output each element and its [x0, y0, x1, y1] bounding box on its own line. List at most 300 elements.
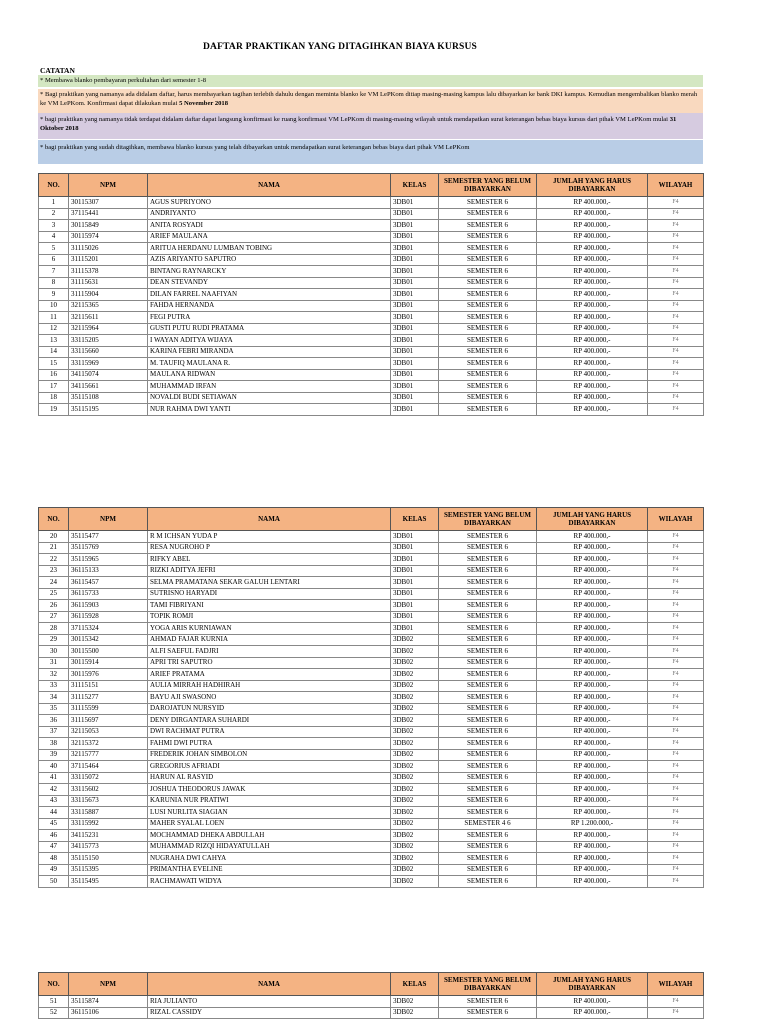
- cell-semester: SEMESTER 6: [439, 772, 537, 784]
- cell-wilayah: F4: [648, 220, 704, 232]
- table-row: [39, 231, 704, 243]
- cell-kelas: 3DB02: [391, 634, 439, 646]
- col-header-npm: NPM: [69, 508, 148, 531]
- cell-wilayah: F4: [648, 784, 704, 796]
- cell-semester: SEMESTER 6: [439, 220, 537, 232]
- cell-nama: HARUN AL RASYID: [148, 772, 391, 784]
- cell-semester: SEMESTER 6: [439, 692, 537, 704]
- cell-npm: 30115500: [69, 646, 148, 658]
- cell-kelas: 3DB01: [391, 335, 439, 347]
- cell-wilayah: F4: [648, 853, 704, 865]
- cell-no: 25: [39, 588, 69, 600]
- cell-kelas: 3DB01: [391, 254, 439, 266]
- table-header-row: [39, 174, 704, 197]
- cell-jumlah: RP 400.000,-: [537, 323, 648, 335]
- cell-no: 42: [39, 784, 69, 796]
- cell-npm: 35115195: [69, 404, 148, 416]
- cell-semester: SEMESTER 6: [439, 381, 537, 393]
- cell-nama: DILAN FARREL NAAFIYAN: [148, 289, 391, 301]
- cell-no: 4: [39, 231, 69, 243]
- cell-semester: SEMESTER 6: [439, 369, 537, 381]
- cell-wilayah: F4: [648, 565, 704, 577]
- cell-kelas: 3DB01: [391, 369, 439, 381]
- cell-npm: 32115611: [69, 312, 148, 324]
- cell-kelas: 3DB02: [391, 996, 439, 1008]
- cell-no: 44: [39, 807, 69, 819]
- cell-npm: 36115457: [69, 577, 148, 589]
- cell-no: 23: [39, 565, 69, 577]
- cell-nama: LUSI NURLITA SIAGIAN: [148, 807, 391, 819]
- col-header-jumlah: JUMLAH YANG HARUS DIBAYARKAN: [537, 174, 648, 197]
- cell-wilayah: F4: [648, 749, 704, 761]
- cell-nama: FAHDA HERNANDA: [148, 300, 391, 312]
- cell-wilayah: F4: [648, 818, 704, 830]
- col-header-nama: NAMA: [148, 973, 391, 996]
- cell-npm: 35115395: [69, 864, 148, 876]
- cell-wilayah: F4: [648, 254, 704, 266]
- table-row: [39, 784, 704, 796]
- cell-npm: 34115773: [69, 841, 148, 853]
- cell-nama: KARINA FEBRI MIRANDA: [148, 346, 391, 358]
- table-row: [39, 703, 704, 715]
- cell-wilayah: F4: [648, 531, 704, 543]
- cell-kelas: 3DB02: [391, 669, 439, 681]
- cell-nama: RIA JULIANTO: [148, 996, 391, 1008]
- cell-nama: PRIMANTHA EVELINE: [148, 864, 391, 876]
- cell-semester: SEMESTER 6: [439, 703, 537, 715]
- table-row: [39, 795, 704, 807]
- table-row: [39, 381, 704, 393]
- cell-jumlah: RP 400.000,-: [537, 381, 648, 393]
- cell-semester: SEMESTER 6: [439, 254, 537, 266]
- cell-no: 36: [39, 715, 69, 727]
- table-row: [39, 623, 704, 635]
- cell-kelas: 3DB01: [391, 381, 439, 393]
- table-row: [39, 830, 704, 842]
- cell-npm: 32115777: [69, 749, 148, 761]
- cell-semester: SEMESTER 6: [439, 531, 537, 543]
- cell-semester: SEMESTER 6: [439, 996, 537, 1008]
- cell-semester: SEMESTER 6: [439, 208, 537, 220]
- table-row: [39, 404, 704, 416]
- cell-kelas: 3DB02: [391, 795, 439, 807]
- cell-kelas: 3DB01: [391, 300, 439, 312]
- cell-no: 5: [39, 243, 69, 255]
- cell-nama: MUHAMMAD IRFAN: [148, 381, 391, 393]
- cell-jumlah: RP 400.000,-: [537, 289, 648, 301]
- cell-wilayah: F4: [648, 623, 704, 635]
- table-row: [39, 611, 704, 623]
- cell-no: 39: [39, 749, 69, 761]
- cell-no: 26: [39, 600, 69, 612]
- cell-no: 34: [39, 692, 69, 704]
- cell-semester: SEMESTER 6: [439, 392, 537, 404]
- cell-wilayah: F4: [648, 542, 704, 554]
- cell-nama: AULIA MIRRAH HADHIRAH: [148, 680, 391, 692]
- cell-kelas: 3DB01: [391, 404, 439, 416]
- cell-jumlah: RP 400.000,-: [537, 749, 648, 761]
- cell-wilayah: F4: [648, 703, 704, 715]
- cell-no: 43: [39, 795, 69, 807]
- table-row: [39, 358, 704, 370]
- cell-semester: SEMESTER 6: [439, 784, 537, 796]
- col-header-no: NO.: [39, 973, 69, 996]
- cell-kelas: 3DB01: [391, 289, 439, 301]
- col-header-semester: SEMESTER YANG BELUM DIBAYARKAN: [439, 973, 537, 996]
- col-header-nama: NAMA: [148, 508, 391, 531]
- col-header-no: NO.: [39, 174, 69, 197]
- table-row: [39, 715, 704, 727]
- cell-nama: KARUNIA NUR PRATIWI: [148, 795, 391, 807]
- cell-kelas: 3DB01: [391, 197, 439, 209]
- cell-nama: APRI TRI SAPUTRO: [148, 657, 391, 669]
- cell-wilayah: F4: [648, 277, 704, 289]
- cell-kelas: 3DB02: [391, 726, 439, 738]
- cell-npm: 31115378: [69, 266, 148, 278]
- cell-nama: DWI RACHMAT PUTRA: [148, 726, 391, 738]
- cell-nama: RESA NUGROHO P: [148, 542, 391, 554]
- col-header-wilayah: WILAYAH: [648, 174, 704, 197]
- cell-npm: 35115150: [69, 853, 148, 865]
- cell-wilayah: F4: [648, 669, 704, 681]
- cell-wilayah: F4: [648, 381, 704, 393]
- cell-nama: AHMAD FAJAR KURNIA: [148, 634, 391, 646]
- cell-no: 7: [39, 266, 69, 278]
- cell-nama: NUGRAHA DWI CAHYA: [148, 853, 391, 865]
- note-2-date: 5 November 2018: [179, 100, 229, 107]
- table-row: [39, 277, 704, 289]
- cell-npm: 33115660: [69, 346, 148, 358]
- cell-npm: 31115904: [69, 289, 148, 301]
- table-row: [39, 554, 704, 566]
- table-row: [39, 761, 704, 773]
- cell-npm: 37115441: [69, 208, 148, 220]
- cell-jumlah: RP 400.000,-: [537, 1007, 648, 1019]
- cell-no: 10: [39, 300, 69, 312]
- cell-kelas: 3DB02: [391, 749, 439, 761]
- cell-jumlah: RP 400.000,-: [537, 726, 648, 738]
- cell-jumlah: RP 400.000,-: [537, 876, 648, 888]
- cell-npm: 31115599: [69, 703, 148, 715]
- cell-jumlah: RP 400.000,-: [537, 565, 648, 577]
- cell-kelas: 3DB02: [391, 646, 439, 658]
- cell-semester: SEMESTER 6: [439, 738, 537, 750]
- cell-no: 35: [39, 703, 69, 715]
- cell-nama: ALFI SAEFUL FADJRI: [148, 646, 391, 658]
- cell-no: 29: [39, 634, 69, 646]
- cell-no: 6: [39, 254, 69, 266]
- cell-semester: SEMESTER 6: [439, 669, 537, 681]
- cell-nama: TAMI FIBRIYANI: [148, 600, 391, 612]
- cell-nama: NUR RAHMA DWI YANTI: [148, 404, 391, 416]
- cell-npm: 32115372: [69, 738, 148, 750]
- table-row: [39, 646, 704, 658]
- cell-npm: 31115026: [69, 243, 148, 255]
- cell-npm: 30115849: [69, 220, 148, 232]
- cell-kelas: 3DB02: [391, 841, 439, 853]
- cell-npm: 31115151: [69, 680, 148, 692]
- cell-jumlah: RP 400.000,-: [537, 830, 648, 842]
- cell-nama: RIFKY ABEL: [148, 554, 391, 566]
- table-row: [39, 634, 704, 646]
- cell-npm: 36115133: [69, 565, 148, 577]
- cell-npm: 32115964: [69, 323, 148, 335]
- cell-nama: DENY DIRGANTARA SUHARDI: [148, 715, 391, 727]
- cell-nama: MAULANA RIDWAN: [148, 369, 391, 381]
- cell-npm: 36115733: [69, 588, 148, 600]
- cell-jumlah: RP 400.000,-: [537, 864, 648, 876]
- cell-nama: AGUS SUPRIYONO: [148, 197, 391, 209]
- cell-semester: SEMESTER 6: [439, 542, 537, 554]
- cell-semester: SEMESTER 6: [439, 565, 537, 577]
- col-header-jumlah: JUMLAH YANG HARUS DIBAYARKAN: [537, 508, 648, 531]
- cell-jumlah: RP 400.000,-: [537, 807, 648, 819]
- table-row: [39, 323, 704, 335]
- cell-wilayah: F4: [648, 807, 704, 819]
- cell-no: 14: [39, 346, 69, 358]
- cell-kelas: 3DB02: [391, 657, 439, 669]
- student-table-2: [38, 507, 704, 888]
- cell-nama: ARITUA HERDANU LUMBAN TOBING: [148, 243, 391, 255]
- col-header-semester: SEMESTER YANG BELUM DIBAYARKAN: [439, 174, 537, 197]
- cell-no: 47: [39, 841, 69, 853]
- cell-jumlah: RP 400.000,-: [537, 795, 648, 807]
- cell-kelas: 3DB02: [391, 738, 439, 750]
- cell-npm: 30115976: [69, 669, 148, 681]
- table-row: [39, 853, 704, 865]
- note-2-text: * Bagi praktikan yang namanya ada didalam daftar, harus membayarkan tagihan terlebih dahulu dengan meminta blanko ke VM LePKom ditiap masing-masing kampus lalu dibayarkan ke bank DKI kampus. Kemudian mengembalikan blanko merah ke VM LePKom. Konfirmasi dapat dilakukan mulai: [40, 91, 698, 107]
- cell-semester: SEMESTER 6: [439, 853, 537, 865]
- cell-jumlah: RP 400.000,-: [537, 358, 648, 370]
- cell-npm: 34115661: [69, 381, 148, 393]
- cell-wilayah: F4: [648, 323, 704, 335]
- table-row: [39, 669, 704, 681]
- cell-semester: SEMESTER 6: [439, 346, 537, 358]
- cell-no: 30: [39, 646, 69, 658]
- cell-semester: SEMESTER 6: [439, 680, 537, 692]
- cell-nama: FEGI PUTRA: [148, 312, 391, 324]
- cell-wilayah: F4: [648, 841, 704, 853]
- cell-nama: DAROJATUN NURSYID: [148, 703, 391, 715]
- cell-npm: 35115874: [69, 996, 148, 1008]
- table-row: [39, 807, 704, 819]
- table-row: [39, 726, 704, 738]
- cell-kelas: 3DB01: [391, 277, 439, 289]
- table-row: [39, 254, 704, 266]
- cell-jumlah: RP 400.000,-: [537, 669, 648, 681]
- cell-semester: SEMESTER 6: [439, 841, 537, 853]
- cell-wilayah: F4: [648, 680, 704, 692]
- cell-semester: SEMESTER 6: [439, 807, 537, 819]
- table-row: [39, 300, 704, 312]
- cell-nama: RIZAL CASSIDY: [148, 1007, 391, 1019]
- cell-semester: SEMESTER 6: [439, 795, 537, 807]
- table-row: [39, 220, 704, 232]
- cell-kelas: 3DB02: [391, 1007, 439, 1019]
- cell-wilayah: F4: [648, 761, 704, 773]
- cell-nama: RIZKI ADITYA JEFRI: [148, 565, 391, 577]
- cell-no: 40: [39, 761, 69, 773]
- table-row: [39, 772, 704, 784]
- cell-semester: SEMESTER 6: [439, 761, 537, 773]
- cell-no: 37: [39, 726, 69, 738]
- cell-kelas: 3DB01: [391, 577, 439, 589]
- cell-nama: MOCHAMMAD DHEKA ABDULLAH: [148, 830, 391, 842]
- cell-wilayah: F4: [648, 864, 704, 876]
- cell-nama: GUSTI PUTU RUDI PRATAMA: [148, 323, 391, 335]
- cell-wilayah: F4: [648, 346, 704, 358]
- cell-no: 20: [39, 531, 69, 543]
- cell-jumlah: RP 400.000,-: [537, 715, 648, 727]
- table-row: [39, 749, 704, 761]
- cell-semester: SEMESTER 6: [439, 577, 537, 589]
- cell-nama: JOSHUA THEODORUS JAWAK: [148, 784, 391, 796]
- cell-semester: SEMESTER 6: [439, 611, 537, 623]
- table-row: [39, 876, 704, 888]
- cell-kelas: 3DB01: [391, 220, 439, 232]
- cell-npm: 31115697: [69, 715, 148, 727]
- cell-kelas: 3DB02: [391, 864, 439, 876]
- cell-npm: 35115965: [69, 554, 148, 566]
- cell-no: 31: [39, 657, 69, 669]
- cell-jumlah: RP 400.000,-: [537, 634, 648, 646]
- cell-jumlah: RP 400.000,-: [537, 680, 648, 692]
- cell-npm: 31115201: [69, 254, 148, 266]
- cell-wilayah: F4: [648, 795, 704, 807]
- cell-wilayah: F4: [648, 830, 704, 842]
- cell-semester: SEMESTER 6: [439, 358, 537, 370]
- notes-label: CATATAN: [40, 66, 75, 75]
- cell-npm: 34115074: [69, 369, 148, 381]
- cell-jumlah: RP 400.000,-: [537, 243, 648, 255]
- cell-jumlah: RP 400.000,-: [537, 611, 648, 623]
- cell-nama: SELMA PRAMATANA SEKAR GALUH LENTARI: [148, 577, 391, 589]
- cell-kelas: 3DB01: [391, 231, 439, 243]
- cell-jumlah: RP 400.000,-: [537, 692, 648, 704]
- col-header-nama: NAMA: [148, 174, 391, 197]
- cell-jumlah: RP 400.000,-: [537, 312, 648, 324]
- cell-kelas: 3DB01: [391, 565, 439, 577]
- cell-nama: DEAN STEVANDY: [148, 277, 391, 289]
- cell-semester: SEMESTER 6: [439, 266, 537, 278]
- cell-wilayah: F4: [648, 692, 704, 704]
- cell-npm: 32115053: [69, 726, 148, 738]
- cell-semester: SEMESTER 6: [439, 300, 537, 312]
- cell-wilayah: F4: [648, 600, 704, 612]
- cell-npm: 36115106: [69, 1007, 148, 1019]
- cell-jumlah: RP 400.000,-: [537, 738, 648, 750]
- table-row: [39, 542, 704, 554]
- cell-wilayah: F4: [648, 554, 704, 566]
- cell-no: 17: [39, 381, 69, 393]
- col-header-kelas: KELAS: [391, 174, 439, 197]
- cell-no: 49: [39, 864, 69, 876]
- cell-wilayah: F4: [648, 1007, 704, 1019]
- table-row: [39, 369, 704, 381]
- cell-kelas: 3DB01: [391, 208, 439, 220]
- cell-semester: SEMESTER 6: [439, 876, 537, 888]
- cell-no: 15: [39, 358, 69, 370]
- cell-jumlah: RP 400.000,-: [537, 220, 648, 232]
- cell-nama: YOGA ARIS KURNIAWAN: [148, 623, 391, 635]
- cell-npm: 33115969: [69, 358, 148, 370]
- cell-jumlah: RP 400.000,-: [537, 335, 648, 347]
- cell-kelas: 3DB01: [391, 611, 439, 623]
- table-row: [39, 680, 704, 692]
- col-header-wilayah: WILAYAH: [648, 508, 704, 531]
- cell-no: 48: [39, 853, 69, 865]
- note-4-text: * bagi praktikan yang sudah ditagihkan, membawa blanko kursus yang telah dibayarkan untuk mendapatkan surat keterangan bebas biaya dari pihak VM LePKom: [40, 144, 470, 151]
- cell-semester: SEMESTER 6: [439, 404, 537, 416]
- cell-kelas: 3DB02: [391, 680, 439, 692]
- table-row: [39, 657, 704, 669]
- cell-jumlah: RP 400.000,-: [537, 531, 648, 543]
- cell-wilayah: F4: [648, 404, 704, 416]
- cell-kelas: 3DB02: [391, 692, 439, 704]
- table-row: [39, 289, 704, 301]
- table-row: [39, 312, 704, 324]
- cell-semester: SEMESTER 6: [439, 657, 537, 669]
- cell-jumlah: RP 400.000,-: [537, 841, 648, 853]
- cell-npm: 36115928: [69, 611, 148, 623]
- cell-jumlah: RP 400.000,-: [537, 369, 648, 381]
- cell-semester: SEMESTER 6: [439, 554, 537, 566]
- note-3-date: 31 Oktober 2018: [40, 116, 677, 132]
- cell-npm: 33115205: [69, 335, 148, 347]
- table-row: [39, 266, 704, 278]
- cell-wilayah: F4: [648, 611, 704, 623]
- cell-kelas: 3DB01: [391, 542, 439, 554]
- cell-npm: 35115495: [69, 876, 148, 888]
- cell-npm: 31115631: [69, 277, 148, 289]
- cell-no: 27: [39, 611, 69, 623]
- cell-kelas: 3DB01: [391, 588, 439, 600]
- cell-npm: 37115324: [69, 623, 148, 635]
- cell-npm: 33115887: [69, 807, 148, 819]
- cell-kelas: 3DB01: [391, 531, 439, 543]
- cell-npm: 32115365: [69, 300, 148, 312]
- cell-wilayah: F4: [648, 588, 704, 600]
- cell-jumlah: RP 400.000,-: [537, 588, 648, 600]
- cell-npm: 33115602: [69, 784, 148, 796]
- table-row: [39, 531, 704, 543]
- cell-semester: SEMESTER 6: [439, 197, 537, 209]
- cell-no: 24: [39, 577, 69, 589]
- cell-wilayah: F4: [648, 312, 704, 324]
- cell-npm: 37115464: [69, 761, 148, 773]
- cell-semester: SEMESTER 6: [439, 323, 537, 335]
- cell-wilayah: F4: [648, 646, 704, 658]
- cell-kelas: 3DB01: [391, 323, 439, 335]
- cell-wilayah: F4: [648, 392, 704, 404]
- cell-kelas: 3DB02: [391, 807, 439, 819]
- cell-jumlah: RP 400.000,-: [537, 197, 648, 209]
- cell-no: 19: [39, 404, 69, 416]
- cell-jumlah: RP 400.000,-: [537, 761, 648, 773]
- cell-wilayah: F4: [648, 577, 704, 589]
- cell-no: 9: [39, 289, 69, 301]
- cell-no: 32: [39, 669, 69, 681]
- note-1-text: * Membawa blanko pembayaran perkuliahan dari semester 1-8: [40, 77, 207, 84]
- cell-jumlah: RP 400.000,-: [537, 542, 648, 554]
- cell-no: 13: [39, 335, 69, 347]
- table-row: [39, 864, 704, 876]
- cell-no: 12: [39, 323, 69, 335]
- cell-kelas: 3DB01: [391, 312, 439, 324]
- col-header-kelas: KELAS: [391, 508, 439, 531]
- cell-nama: FREDERIK JOHAN SIMBOLON: [148, 749, 391, 761]
- cell-no: 21: [39, 542, 69, 554]
